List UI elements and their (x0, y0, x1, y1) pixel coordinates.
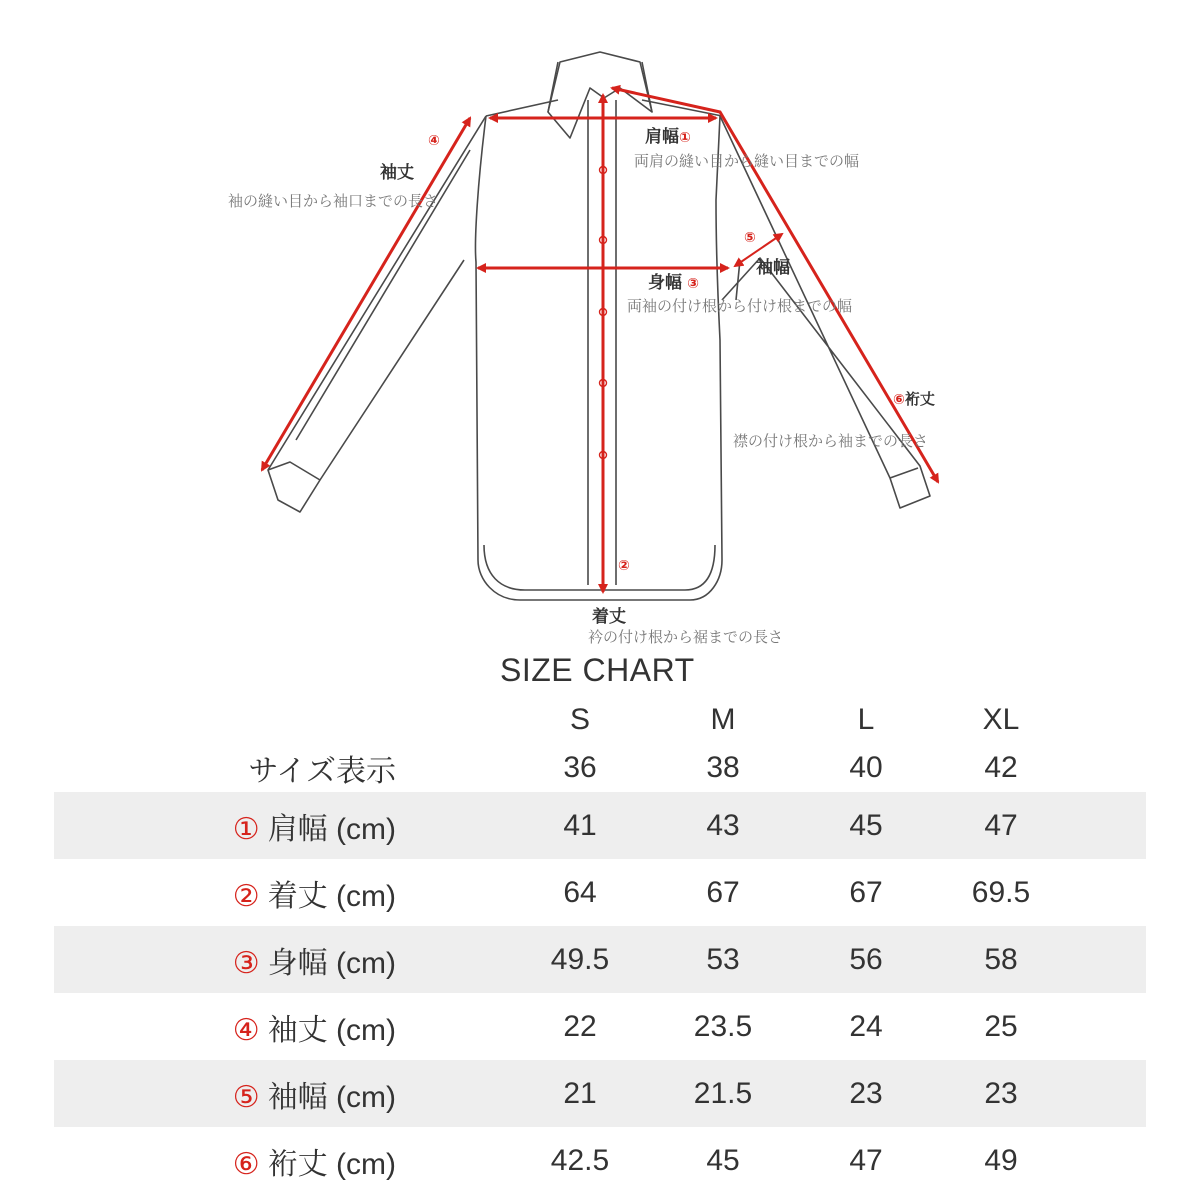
chest-description: 両袖の付け根から付け根までの幅 (627, 297, 853, 315)
pad-cell (1062, 696, 1146, 744)
length-label: 着丈 (592, 607, 626, 627)
shirt-outline (268, 52, 930, 600)
size-display-cell: 38 (706, 751, 740, 784)
row-label (54, 1060, 446, 1127)
table-cell: 21 (446, 1060, 654, 1127)
table-row (54, 1060, 1146, 1127)
table-cell: 23 (940, 1060, 1062, 1127)
row-label-text: 袖幅 (cm) (267, 1080, 396, 1114)
table-cell: 49 (984, 1143, 1018, 1177)
table-cell: 56 (792, 926, 940, 993)
row-label-text: 着丈 (cm) (267, 879, 396, 913)
yuki-description: 襟の付け根から袖までの長さ (733, 432, 929, 450)
yuki-label: ⑥裄丈 (893, 390, 935, 408)
table-row (54, 859, 1146, 926)
sleeve-length-number: ④ (428, 133, 440, 149)
row-number: ① (232, 812, 260, 846)
table-cell: 64 (563, 875, 597, 909)
length-description: 衿の付け根から裾までの長さ (588, 628, 784, 646)
table-cell: 23.5 (693, 1009, 753, 1043)
sleeve-length-label: 袖丈 (380, 163, 414, 183)
sleeve-width-number: ⑤ (744, 230, 756, 246)
row-number: ④ (232, 1013, 260, 1047)
size-header-cell: S (569, 703, 590, 736)
shoulder-label: 肩幅① (645, 127, 691, 147)
row-label (54, 859, 446, 926)
pad-cell (1062, 926, 1146, 993)
size-header-row (54, 696, 1146, 744)
size-header-cell: L (857, 703, 875, 736)
row-number: ② (232, 879, 260, 913)
table-cell: 23 (792, 1060, 940, 1127)
table-cell: 58 (940, 926, 1062, 993)
sleeve-length-arrow (262, 118, 470, 470)
table-cell: 24 (849, 1009, 883, 1043)
table-cell: 47 (849, 1143, 883, 1177)
size-header-cell: M (710, 703, 736, 736)
table-cell: 49.5 (446, 926, 654, 993)
size-display-cell: 36 (563, 751, 597, 784)
length-number: ② (618, 558, 630, 574)
table-cell: 67 (706, 875, 740, 909)
table-row (54, 926, 1146, 993)
row-label-text: 身幅 (cm) (267, 946, 396, 980)
table-cell: 53 (654, 926, 792, 993)
table-cell: 41 (446, 792, 654, 859)
table-cell: 21.5 (654, 1060, 792, 1127)
row-number: ③ (232, 946, 260, 980)
pad-cell (1062, 792, 1146, 859)
size-header-cell: XL (982, 703, 1020, 736)
size-display-label: サイズ表示 (248, 755, 396, 788)
pad-cell (1062, 859, 1146, 926)
pad-cell (1062, 744, 1146, 792)
table-cell: 25 (984, 1009, 1018, 1043)
chest-label: 身幅 ③ (648, 273, 699, 293)
table-cell: 47 (940, 792, 1062, 859)
shoulder-description: 両肩の縫い目から縫い目までの幅 (634, 152, 860, 170)
row-label (54, 993, 446, 1060)
table-cell: 43 (654, 792, 792, 859)
table-cell: 69.5 (971, 875, 1031, 909)
table-row (54, 993, 1146, 1060)
table-row (54, 792, 1146, 859)
table-cell: 42.5 (550, 1143, 610, 1177)
pad-cell (1062, 1127, 1146, 1194)
size-chart-title: SIZE CHART (500, 652, 695, 688)
size-display-cell: 40 (849, 751, 883, 784)
size-display-cell: 42 (984, 751, 1018, 784)
row-label (54, 792, 446, 859)
row-number: ⑤ (232, 1080, 260, 1114)
header-spacer (54, 696, 446, 744)
table-cell: 67 (849, 875, 883, 909)
row-label-text: 裄丈 (cm) (267, 1147, 396, 1181)
size-chart-table (54, 696, 1146, 1194)
table-cell: 22 (563, 1009, 597, 1043)
row-number: ⑥ (232, 1147, 260, 1181)
table-cell: 45 (706, 1143, 740, 1177)
sleeve-length-description: 袖の縫い目から袖口までの長さ (228, 192, 439, 210)
row-label (54, 926, 446, 993)
sleeve-width-label: 袖幅 (756, 258, 790, 278)
row-label (54, 1127, 446, 1194)
row-label-text: 肩幅 (cm) (267, 812, 396, 846)
table-row (54, 1127, 1146, 1194)
table-cell: 45 (792, 792, 940, 859)
row-label-text: 袖丈 (cm) (267, 1013, 396, 1047)
pad-cell (1062, 1060, 1146, 1127)
size-display-row (54, 744, 1146, 792)
pad-cell (1062, 993, 1146, 1060)
